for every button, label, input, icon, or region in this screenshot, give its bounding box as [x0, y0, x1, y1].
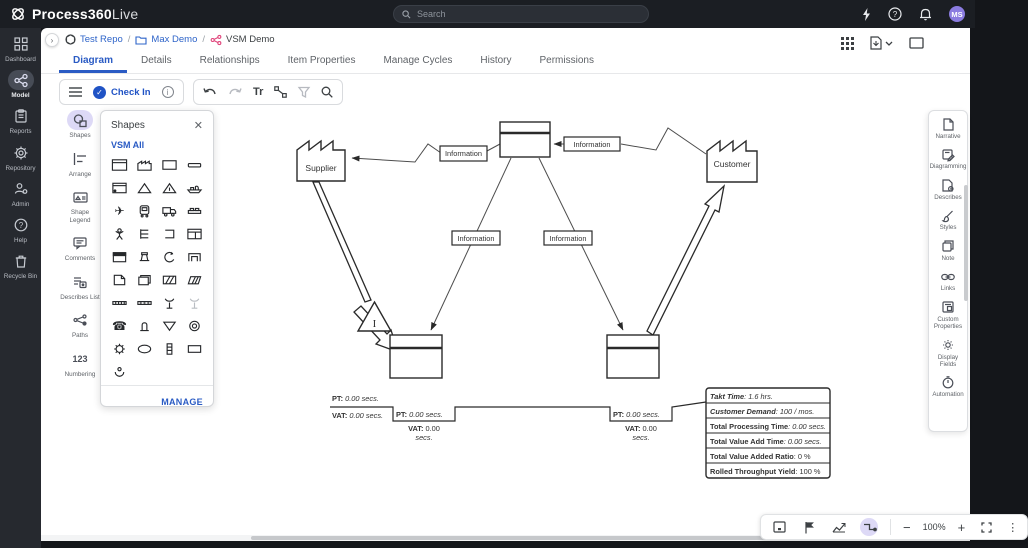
sidebar-item-repository[interactable]: [0, 143, 41, 172]
check-icon: ✓: [93, 86, 106, 99]
production-control-node[interactable]: [500, 122, 550, 157]
info-flow-to-supplier[interactable]: [352, 144, 441, 162]
minimap-icon[interactable]: [770, 518, 788, 536]
sidebar-item-dashboard[interactable]: [0, 34, 41, 63]
shape-thin-rectangle[interactable]: [182, 154, 207, 176]
comment-panel-icon[interactable]: [909, 37, 924, 49]
note-icon: [942, 240, 954, 253]
information-label-4[interactable]: [544, 231, 592, 245]
connector-mode-icon[interactable]: [860, 518, 878, 536]
svg-text:Customer Demand: 100 / mos.: Customer Demand: 100 / mos.: [710, 407, 815, 416]
sidebar-item-recycle-bin[interactable]: [0, 251, 41, 280]
shape-bridge[interactable]: [182, 246, 207, 268]
tool-numbering[interactable]: 123 Numbering: [60, 349, 100, 379]
shape-train[interactable]: [132, 200, 157, 222]
sidebar-label: Help: [14, 237, 27, 245]
diagram-tool-strip: [60, 110, 100, 378]
breadcrumb-separator: /: [202, 34, 205, 45]
tab-relationships[interactable]: Relationships: [199, 55, 260, 66]
shape-antenna[interactable]: [157, 292, 182, 314]
panel-automation[interactable]: Automation: [929, 376, 967, 398]
zoom-out-button[interactable]: −: [903, 519, 911, 535]
panel-links[interactable]: Links: [929, 270, 967, 292]
sidebar-item-help[interactable]: [0, 215, 41, 244]
shape-wide-rectangle[interactable]: [182, 338, 207, 360]
tool-paths[interactable]: Paths: [60, 310, 100, 340]
chevron-down-icon: [885, 41, 893, 46]
info-flow-line[interactable]: [487, 144, 500, 151]
brand-bold: Process360: [32, 6, 112, 22]
brand-light: Live: [111, 6, 139, 22]
describes-list-icon: [67, 272, 93, 292]
automation-icon: [942, 376, 954, 389]
breadcrumb-current-label: VSM Demo: [226, 34, 275, 45]
notifications-bell-icon[interactable]: [919, 7, 932, 21]
svg-text:VAT: 0.00 secs.: VAT: 0.00 secs.: [332, 411, 384, 420]
tool-shapes[interactable]: Shapes: [60, 110, 100, 140]
metrics-table[interactable]: [706, 388, 830, 478]
breadcrumb-repo-label: Test Repo: [80, 34, 123, 45]
fullscreen-icon[interactable]: [977, 518, 995, 536]
tab-item-properties[interactable]: Item Properties: [287, 55, 356, 66]
shape-document[interactable]: [107, 269, 132, 291]
grid-view-icon[interactable]: [841, 37, 854, 50]
svg-text:Total Value Added Ratio: 0 %: Total Value Added Ratio: 0 %: [710, 452, 811, 461]
manage-shapes-button[interactable]: MANAGE: [161, 397, 203, 407]
help-circle-icon[interactable]: [888, 7, 902, 21]
diagramming-icon: [942, 148, 955, 161]
sidebar-label: Reports: [9, 128, 32, 136]
shape-factory[interactable]: [132, 154, 157, 176]
shape-antenna-dim[interactable]: [182, 292, 207, 314]
panel-diagramming[interactable]: Diagramming: [929, 148, 967, 170]
supplier-node[interactable]: [297, 141, 345, 181]
lead-time-ladder[interactable]: [330, 394, 706, 442]
canvas-zoom-toolbar: [760, 514, 1028, 540]
shapes-icon: [67, 110, 93, 130]
model-icon: [8, 70, 34, 90]
shape-ship[interactable]: [182, 177, 207, 199]
shape-striped-bar[interactable]: [107, 292, 132, 314]
material-flow-to-customer[interactable]: [647, 186, 724, 335]
comments-icon: [67, 233, 93, 253]
svg-text:Information: Information: [549, 234, 587, 243]
zoom-level[interactable]: 100%: [922, 522, 946, 532]
info-icon[interactable]: i: [162, 86, 174, 98]
breadcrumb-folder-label: Max Demo: [151, 34, 198, 45]
divider: [890, 519, 891, 535]
tool-comments[interactable]: Comments: [60, 233, 100, 263]
tool-shape-legend[interactable]: Shape Legend: [60, 187, 100, 224]
zoom-in-button[interactable]: +: [957, 519, 966, 535]
app-title: [32, 6, 138, 22]
shapes-category-label[interactable]: VSM All: [111, 140, 145, 150]
info-flow-from-customer[interactable]: [621, 128, 706, 154]
shape-process-box[interactable]: [107, 154, 132, 176]
recycle-bin-icon: [8, 251, 34, 271]
panel-custom-properties[interactable]: Custom Properties: [929, 301, 967, 331]
shape-kanban-post[interactable]: [132, 223, 157, 245]
panel-display-fields[interactable]: Display Fields: [929, 339, 967, 369]
text-tool-icon[interactable]: Tr: [253, 86, 264, 98]
svg-text:Information: Information: [445, 149, 482, 158]
panel-styles[interactable]: Styles: [929, 209, 967, 231]
shape-operator-person[interactable]: [107, 223, 132, 245]
svg-text:?: ?: [18, 221, 23, 231]
svg-text:PT: 0.00 secs.: PT: 0.00 secs.: [396, 410, 443, 419]
shape-legend-icon: [67, 187, 93, 207]
repository-icon: [8, 143, 34, 163]
custom-properties-icon: [942, 301, 954, 314]
shape-buffer-dome[interactable]: [132, 315, 157, 337]
panel-note[interactable]: Note: [929, 240, 967, 262]
shape-triangle-lined[interactable]: [157, 177, 182, 199]
shape-triangle[interactable]: [132, 177, 157, 199]
brand: [0, 6, 138, 22]
information-label-3[interactable]: [452, 231, 500, 245]
app-logo-icon: [10, 6, 26, 22]
svg-text:PT: 0.00 secs.: PT: 0.00 secs.: [613, 410, 660, 419]
pan-flag-icon[interactable]: [800, 518, 818, 536]
tab-details[interactable]: Details: [141, 55, 172, 66]
shape-flatbed[interactable]: [182, 200, 207, 222]
sidebar-label: Dashboard: [5, 56, 36, 63]
global-search[interactable]: [393, 5, 649, 23]
styles-icon: [942, 209, 954, 222]
sidebar-item-model[interactable]: [0, 70, 41, 99]
tool-describes-list[interactable]: Describes List: [60, 272, 100, 302]
shape-stacked-documents[interactable]: [132, 269, 157, 291]
user-avatar[interactable]: MS: [949, 6, 965, 22]
close-icon[interactable]: ✕: [193, 120, 203, 132]
shape-window-box[interactable]: [107, 177, 132, 199]
main-content: [41, 28, 1019, 541]
shapes-panel-title: Shapes: [111, 120, 145, 131]
shape-window-split[interactable]: [182, 223, 207, 245]
export-document-button[interactable]: [870, 36, 893, 50]
panel-narrative[interactable]: Narrative: [929, 118, 967, 140]
svg-text:Total Value Add Time: 0.00 sec: Total Value Add Time: 0.00 secs.: [710, 437, 822, 446]
sidebar-item-reports[interactable]: [0, 106, 41, 135]
numbering-icon: 123: [72, 353, 88, 364]
tab-permissions[interactable]: Permissions: [539, 55, 594, 66]
quick-actions-icon[interactable]: [862, 8, 871, 21]
tab-manage-cycles[interactable]: Manage Cycles: [383, 55, 453, 66]
sidebar-label: Recycle Bin: [3, 273, 38, 281]
panel-describes[interactable]: Describes: [929, 179, 967, 201]
links-icon: [941, 270, 955, 283]
sidebar-label: Model: [11, 92, 30, 100]
sidebar-label: Admin: [11, 200, 30, 208]
shape-circular-arrow[interactable]: [157, 246, 182, 268]
svg-text:Takt Time: 1.6 hrs.: Takt Time: 1.6 hrs.: [710, 392, 773, 401]
reports-icon: [8, 106, 34, 126]
shape-ellipse[interactable]: [132, 338, 157, 360]
process-node-2[interactable]: [607, 335, 659, 378]
information-label-1[interactable]: [440, 146, 487, 161]
sidebar-label: Repository: [5, 164, 36, 172]
shape-hatched-parallelogram[interactable]: [182, 269, 207, 291]
shape-fifo-lane[interactable]: [157, 338, 182, 360]
left-navigation-rail: [0, 28, 41, 548]
shape-concentric-circles[interactable]: [182, 315, 207, 337]
search-icon: [402, 10, 411, 19]
shape-open-bracket[interactable]: [157, 223, 182, 245]
shape-airplane[interactable]: ✈: [114, 204, 125, 218]
dashboard-icon: [8, 34, 34, 54]
customer-node[interactable]: [707, 141, 757, 182]
tool-arrange[interactable]: Arrange: [60, 149, 100, 179]
supplier-label: Supplier: [305, 163, 337, 173]
arrange-icon: [67, 149, 93, 169]
process-node-1[interactable]: [390, 335, 442, 378]
top-bar: [0, 0, 975, 28]
collapse-panel-button[interactable]: ›: [45, 33, 59, 47]
svg-text:secs.: secs.: [415, 433, 433, 442]
shapes-panel: [100, 110, 214, 407]
describes-icon: [942, 179, 954, 192]
breadcrumb-separator: /: [127, 34, 131, 45]
shape-rectangle[interactable]: [157, 154, 182, 176]
chart-overlay-icon[interactable]: [830, 518, 848, 536]
shape-burst[interactable]: [107, 338, 132, 360]
svg-text:VAT: 0.00: VAT: 0.00: [625, 424, 657, 433]
svg-text:Rolled Throughput Yield: 100 %: Rolled Throughput Yield: 100 %: [710, 467, 821, 476]
help-icon: [8, 215, 34, 235]
shape-pedestal[interactable]: [132, 246, 157, 268]
shape-telephone[interactable]: ☎: [112, 319, 127, 333]
svg-text:Information: Information: [457, 234, 495, 243]
right-properties-panel: [928, 110, 968, 432]
tab-history[interactable]: History: [480, 55, 512, 66]
admin-icon: [8, 179, 34, 199]
sidebar-item-admin[interactable]: [0, 179, 41, 208]
svg-text:secs.: secs.: [632, 433, 650, 442]
svg-text:Total Processing Time: 0.00 se: Total Processing Time: 0.00 secs.: [710, 422, 826, 431]
svg-text:VAT: 0.00: VAT: 0.00: [408, 424, 440, 433]
shape-striped-bar-alt[interactable]: [132, 292, 157, 314]
shape-inverted-triangle[interactable]: [157, 315, 182, 337]
information-label-2[interactable]: [564, 137, 620, 151]
right-panel-scrollbar[interactable]: [964, 185, 968, 301]
shape-operator-arc[interactable]: [107, 361, 132, 383]
shapes-grid: [101, 152, 213, 385]
scrollbar-thumb[interactable]: [251, 536, 837, 540]
shape-hatched-box[interactable]: [157, 269, 182, 291]
paths-icon: [67, 310, 93, 330]
customer-label: Customer: [713, 159, 751, 169]
material-flow-supplier[interactable]: [313, 182, 371, 302]
svg-text:?: ?: [892, 10, 898, 19]
svg-text:Information: Information: [573, 140, 611, 149]
svg-text:PT: 0.00 secs.: PT: 0.00 secs.: [332, 394, 379, 403]
tab-diagram[interactable]: Diagram: [59, 49, 127, 73]
shape-truck[interactable]: [157, 200, 182, 222]
display-fields-icon: [942, 339, 954, 352]
check-in-label: Check In: [111, 86, 151, 98]
shape-solid-top-box[interactable]: [107, 246, 132, 268]
narrative-icon: [943, 118, 954, 131]
more-options-icon[interactable]: ⋮: [1007, 521, 1019, 534]
search-input[interactable]: [417, 9, 640, 19]
inventory-label: I: [372, 318, 377, 330]
